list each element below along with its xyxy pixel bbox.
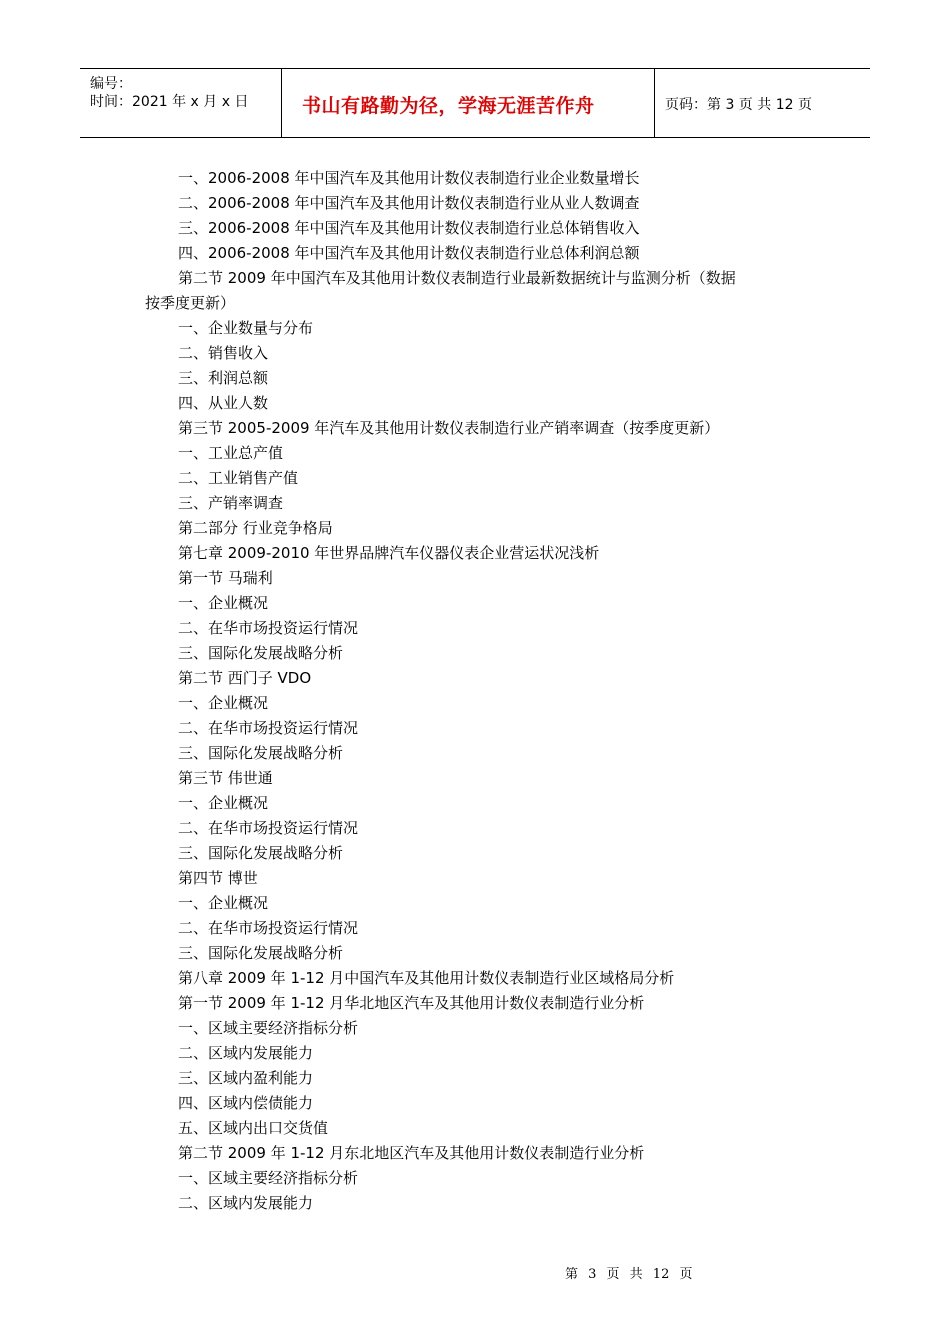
toc-line: 一、企业概况 xyxy=(178,694,269,712)
toc-line: 第三节 伟世通 xyxy=(178,769,273,787)
toc-line: 三、2006-2008 年中国汽车及其他用计数仪表制造行业总体销售收入 xyxy=(178,219,640,237)
toc-line: 第七章 2009-2010 年世界品牌汽车仪器仪表企业营运状况浅析 xyxy=(178,544,600,562)
toc-line: 一、2006-2008 年中国汽车及其他用计数仪表制造行业企业数量增长 xyxy=(178,169,640,187)
toc-line: 三、产销率调查 xyxy=(178,494,284,512)
toc-line: 三、利润总额 xyxy=(178,369,269,387)
toc-line: 五、区域内出口交货值 xyxy=(178,1119,329,1137)
time-label: 时间：2021 年 x 月 x 日 xyxy=(90,94,249,110)
footer-page-number: 第 3 页 共 12 页 xyxy=(565,1267,693,1282)
toc-line: 一、区域主要经济指标分析 xyxy=(178,1019,359,1037)
toc-line: 第一节 2009 年 1-12 月华北地区汽车及其他用计数仪表制造行业分析 xyxy=(178,994,645,1012)
table-of-contents xyxy=(145,166,825,1216)
toc-line: 二、在华市场投资运行情况 xyxy=(178,919,359,937)
toc-line: 一、企业概况 xyxy=(178,894,269,912)
toc-line: 二、在华市场投资运行情况 xyxy=(178,619,359,637)
toc-line: 按季度更新） xyxy=(145,294,236,312)
toc-line: 一、企业概况 xyxy=(178,594,269,612)
page-header xyxy=(80,68,870,138)
toc-line: 第一节 马瑞利 xyxy=(178,569,273,587)
toc-line: 四、2006-2008 年中国汽车及其他用计数仪表制造行业总体利润总额 xyxy=(178,244,640,262)
toc-line: 三、国际化发展战略分析 xyxy=(178,644,344,662)
toc-line: 第二部分 行业竞争格局 xyxy=(178,519,333,537)
toc-line: 二、在华市场投资运行情况 xyxy=(178,819,359,837)
toc-line: 三、区域内盈利能力 xyxy=(178,1069,314,1087)
toc-line: 四、区域内偿债能力 xyxy=(178,1094,314,1112)
toc-line: 一、区域主要经济指标分析 xyxy=(178,1169,359,1187)
header-page-cell xyxy=(655,69,870,137)
header-motto-cell xyxy=(282,69,655,137)
toc-line: 一、企业数量与分布 xyxy=(178,319,314,337)
toc-line: 四、从业人数 xyxy=(178,394,269,412)
toc-line: 三、国际化发展战略分析 xyxy=(178,844,344,862)
toc-line: 二、在华市场投资运行情况 xyxy=(178,719,359,737)
toc-line: 一、工业总产值 xyxy=(178,444,284,462)
toc-line: 二、区域内发展能力 xyxy=(178,1044,314,1062)
toc-line: 三、国际化发展战略分析 xyxy=(178,944,344,962)
toc-line: 三、国际化发展战略分析 xyxy=(178,744,344,762)
toc-line: 二、销售收入 xyxy=(178,344,269,362)
toc-line: 第三节 2005-2009 年汽车及其他用计数仪表制造行业产销率调查（按季度更新） xyxy=(178,419,720,437)
toc-line: 二、区域内发展能力 xyxy=(178,1194,314,1212)
toc-line: 第八章 2009 年 1-12 月中国汽车及其他用计数仪表制造行业区域格局分析 xyxy=(178,969,675,987)
number-label: 编号： xyxy=(90,76,132,92)
header-page-info: 页码：第 3 页 共 12 页 xyxy=(665,97,812,113)
toc-line: 二、2006-2008 年中国汽车及其他用计数仪表制造行业从业人数调查 xyxy=(178,194,640,212)
toc-line: 一、企业概况 xyxy=(178,794,269,812)
toc-line: 第二节 西门子 VDO xyxy=(178,669,312,687)
toc-line: 第四节 博世 xyxy=(178,869,258,887)
toc-line: 第二节 2009 年中国汽车及其他用计数仪表制造行业最新数据统计与监测分析（数据 xyxy=(178,269,736,287)
motto-text: 书山有路勤为径，学海无涯苦作舟 xyxy=(302,95,595,117)
toc-line: 二、工业销售产值 xyxy=(178,469,299,487)
toc-line: 第二节 2009 年 1-12 月东北地区汽车及其他用计数仪表制造行业分析 xyxy=(178,1144,645,1162)
header-meta-cell xyxy=(80,69,282,137)
